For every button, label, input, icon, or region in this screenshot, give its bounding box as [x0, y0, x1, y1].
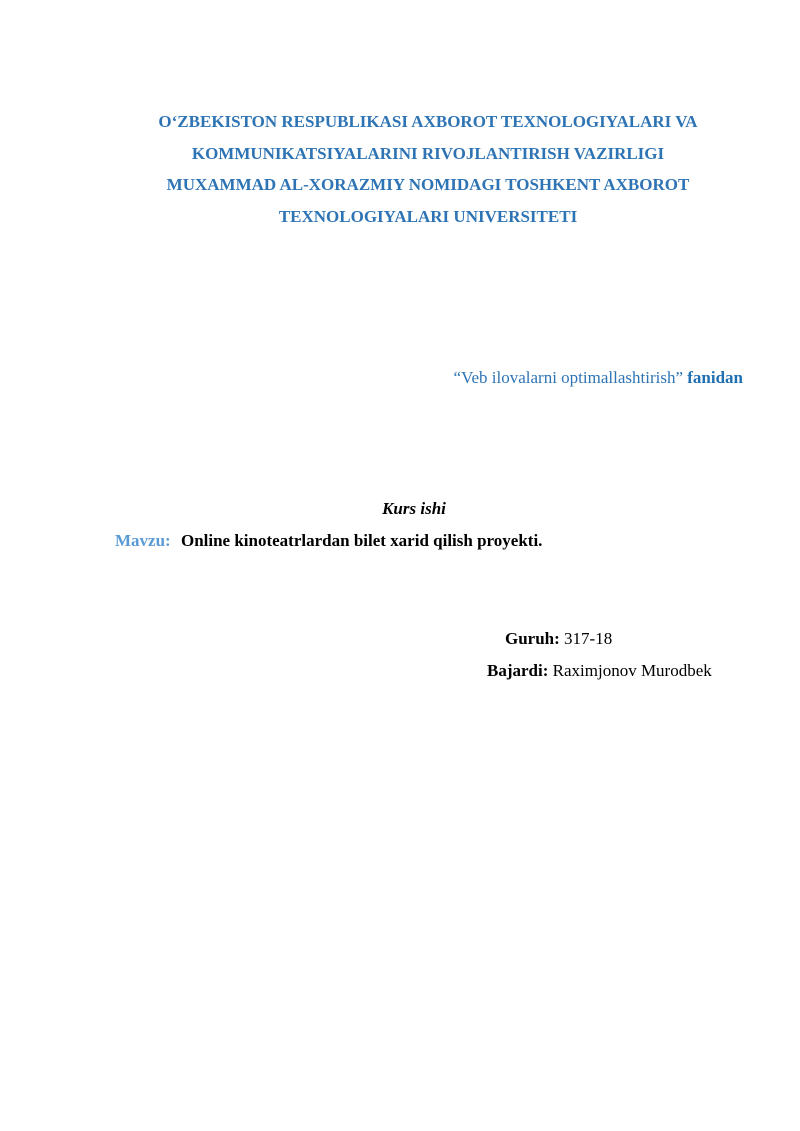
author-label: Bajardi:: [487, 661, 549, 680]
topic-line: [115, 531, 542, 551]
institution-header: [100, 106, 756, 232]
subject-line: [454, 368, 743, 388]
group-value: 317-18: [564, 629, 613, 648]
header-line-3: MUXAMMAD AL-XORAZMIY NOMIDAGI TOSHKENT AXBOROT: [166, 175, 690, 194]
header-line-2: KOMMUNIKATSIYALARINI RIVOJLANTIRISH VAZIRLIGI: [191, 143, 665, 163]
group-label: Guruh:: [505, 629, 560, 648]
topic-label: Mavzu: [115, 531, 166, 550]
work-type-title: Kurs ishi: [382, 499, 446, 518]
topic-value: Online kinoteatrlardan bilet xarid qilish proyekti.: [180, 531, 543, 550]
author-line: [487, 661, 712, 681]
subject-name: “Veb ilovalarni optimallashtirish”: [453, 368, 683, 387]
author-value: Raximjonov Murodbek: [552, 661, 712, 680]
subject-suffix: fanidan: [687, 368, 743, 387]
header-line-1: O‘ZBEKISTON RESPUBLIKASI AXBOROT TEXNOLOGIYALARI VA: [158, 112, 698, 131]
topic-colon: :: [165, 531, 171, 550]
header-line-4: TEXNOLOGIYALARI UNIVERSITETI: [278, 206, 578, 226]
group-line: [505, 629, 612, 649]
